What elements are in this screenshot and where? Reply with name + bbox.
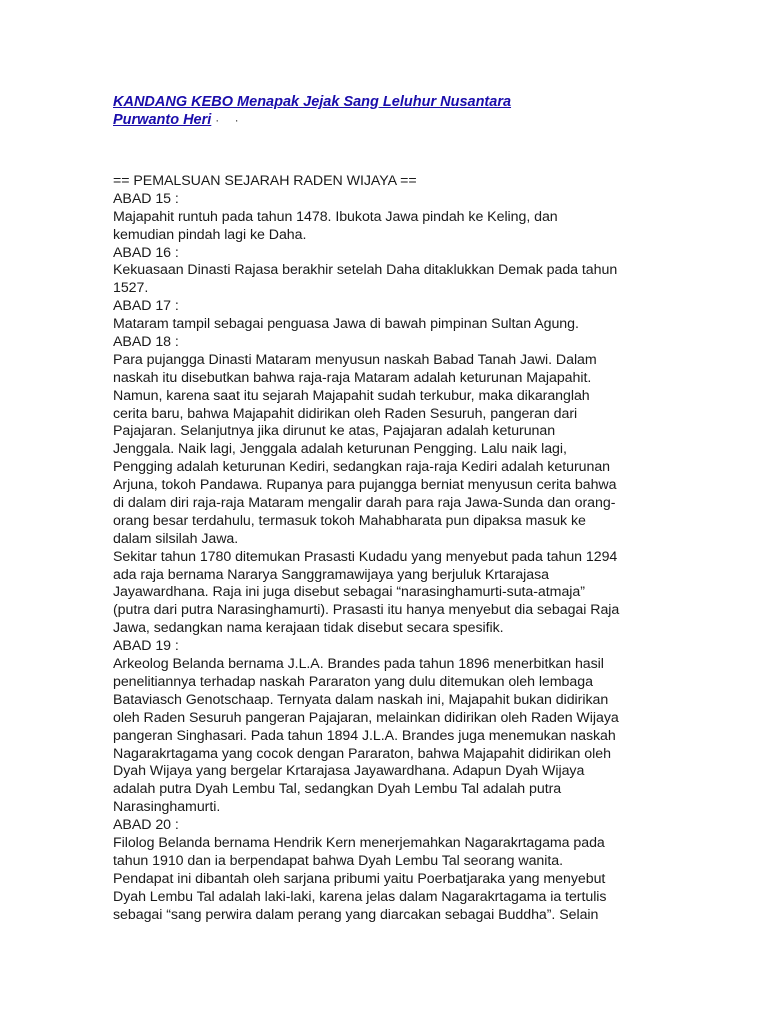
section-heading: == PEMALSUAN SEJARAH RADEN WIJAYA == bbox=[113, 173, 417, 189]
text-line: Pajajaran. Selanjutnya jika dirunut ke atas, Pajajaran adalah keturunan bbox=[113, 423, 556, 440]
text-line: sebagai “sang perwira dalam perang yang diarcakan sebagai Buddha”. Selain bbox=[113, 906, 599, 923]
text-line: Pendapat ini dibantah oleh sarjana pribumi yaitu Poerbatjaraka yang menyebut bbox=[113, 870, 606, 887]
title-line bbox=[113, 93, 658, 111]
text-line: adalah putra Dyah Lembu Tal, sedangkan Dyah Lembu Tal adalah putra bbox=[113, 781, 562, 798]
text-line: (putra dari putra Narasinghamurti). Prasasti itu hanya menyebut dia sebagai Raja bbox=[113, 602, 620, 619]
text-line: Kekuasaan Dinasti Rajasa berakhir setelah Daha ditaklukkan Demak pada tahun bbox=[113, 262, 618, 279]
text-line: Arkeolog Belanda bernama J.L.A. Brandes pada tahun 1896 menerbitkan hasil bbox=[113, 656, 604, 673]
author-line bbox=[113, 111, 658, 129]
document-body bbox=[113, 173, 658, 924]
text-line: penelitiannya terhadap naskah Pararaton yang dulu ditemukan oleh lembaga bbox=[113, 673, 593, 690]
text-line: pangeran Singhasari. Pada tahun 1894 J.L.A. Brandes juga menemukan naskah bbox=[113, 727, 616, 744]
document-header bbox=[113, 93, 658, 129]
document-page bbox=[113, 93, 658, 924]
author-link[interactable]: Purwanto Heri bbox=[113, 112, 212, 128]
text-line: Sekitar tahun 1780 ditemukan Prasasti Kudadu yang menyebut pada tahun 1294 bbox=[113, 548, 618, 565]
text-line: Bataviasch Genotschaap. Ternyata dalam naskah ini, Majapahit bukan didirikan bbox=[113, 691, 609, 708]
text-line: ABAD 20 : bbox=[113, 817, 179, 834]
text-line: ABAD 17 : bbox=[113, 298, 179, 315]
text-line: orang besar terdahulu, termasuk tokoh Mahabharata pun dipaksa masuk ke bbox=[113, 512, 586, 529]
separator-dots: · · bbox=[215, 113, 245, 127]
text-line: Jenggala. Naik lagi, Jenggala adalah keturunan Pengging. Lalu naik lagi, bbox=[113, 441, 567, 458]
text-line: cerita baru, bahwa Majapahit didirikan oleh Raden Sesuruh, pangeran dari bbox=[113, 405, 578, 422]
text-line: ABAD 15 : bbox=[113, 190, 179, 207]
text-line: Jawa, sedangkan nama kerajaan tidak disebut secara spesifik. bbox=[113, 620, 504, 637]
text-line: Arjuna, tokoh Pandawa. Rupanya para pujangga berniat menyusun cerita bahwa bbox=[113, 477, 617, 494]
title-link[interactable]: KANDANG KEBO Menapak Jejak Sang Leluhur Nusantara bbox=[113, 94, 512, 110]
text-line: Majapahit runtuh pada tahun 1478. Ibukota Jawa pindah ke Keling, dan bbox=[113, 208, 558, 225]
text-line: Dyah Wijaya yang bergelar Krtarajasa Jayawardhana. Adapun Dyah Wijaya bbox=[113, 763, 585, 780]
text-line: 1527. bbox=[113, 280, 149, 297]
text-line: di dalam diri raja-raja Mataram mengalir darah para raja Jawa-Sunda dan orang- bbox=[113, 495, 616, 512]
text-line: tahun 1910 dan ia berpendapat bahwa Dyah Lembu Tal seorang wanita. bbox=[113, 852, 563, 869]
text-line: kemudian pindah lagi ke Daha. bbox=[113, 226, 307, 243]
text-line: Jayawardhana. Raja ini juga disebut sebagai “narasinghamurti-suta-atmaja” bbox=[113, 584, 585, 601]
text-line: ada raja bernama Nararya Sanggramawijaya yang berjuluk Krtarajasa bbox=[113, 566, 550, 583]
text-line: Filolog Belanda bernama Hendrik Kern menerjemahkan Nagarakrtagama pada bbox=[113, 834, 605, 851]
text-line: ABAD 18 : bbox=[113, 334, 179, 351]
text-line: Pengging adalah keturunan Kediri, sedangkan raja-raja Kediri adalah keturunan bbox=[113, 459, 611, 476]
text-line: Para pujangga Dinasti Mataram menyusun naskah Babad Tanah Jawi. Dalam bbox=[113, 351, 597, 368]
text-line: oleh Raden Sesuruh pangeran Pajajaran, melainkan didirikan oleh Raden Wijaya bbox=[113, 709, 619, 726]
text-line: Narasinghamurti. bbox=[113, 799, 221, 816]
text-line: dalam silsilah Jawa. bbox=[113, 530, 239, 547]
text-line: Mataram tampil sebagai penguasa Jawa di bawah pimpinan Sultan Agung. bbox=[113, 316, 579, 333]
text-line: naskah itu disebutkan bahwa raja-raja Mataram adalah keturunan Majapahit. bbox=[113, 369, 592, 386]
text-line: Namun, karena saat itu sejarah Majapahit sudah terkubur, maka dikaranglah bbox=[113, 387, 590, 404]
text-line: ABAD 19 : bbox=[113, 638, 179, 655]
text-line: Dyah Lembu Tal adalah laki-laki, karena jelas dalam Nagarakrtagama ia tertulis bbox=[113, 888, 607, 905]
text-line: ABAD 16 : bbox=[113, 244, 179, 261]
text-line: Nagarakrtagama yang cocok dengan Pararaton, bahwa Majapahit didirikan oleh bbox=[113, 745, 611, 762]
